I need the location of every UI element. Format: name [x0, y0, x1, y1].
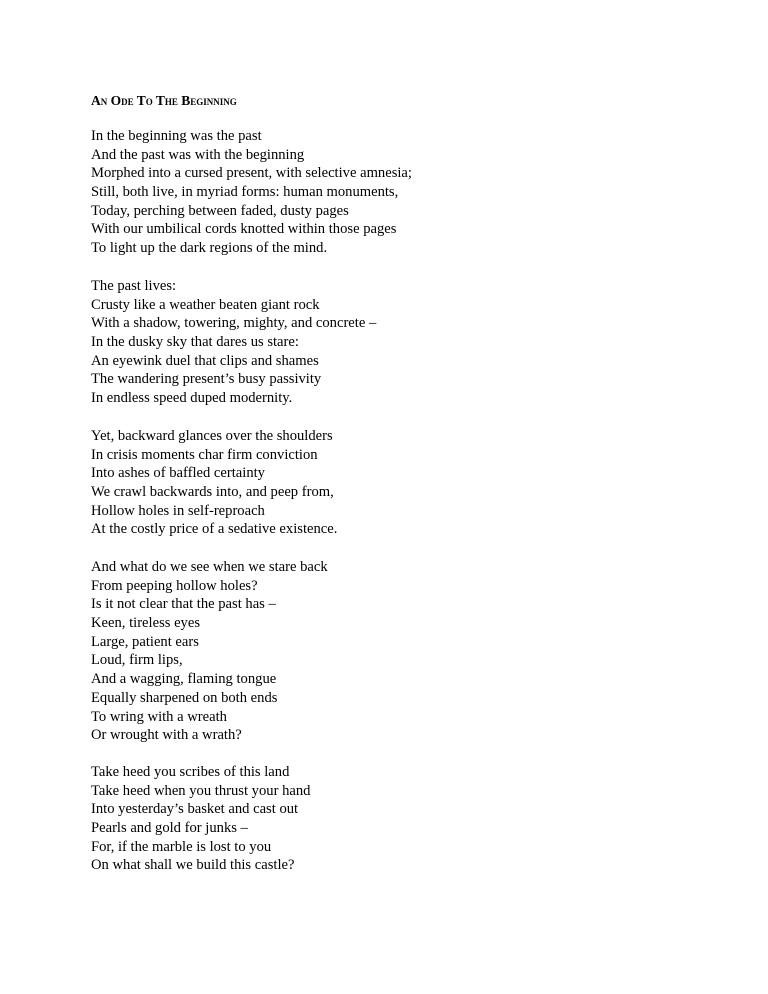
stanza-2: [91, 277, 376, 408]
poem-line: Large, patient ears: [91, 633, 199, 650]
poem-line: From peeping hollow holes?: [91, 577, 258, 594]
poem-line: An eyewink duel that clips and shames: [91, 352, 319, 369]
poem-line: Is it not clear that the past has –: [91, 596, 276, 613]
poem-line: And a wagging, flaming tongue: [91, 671, 277, 688]
poem-line: Take heed when you thrust your hand: [91, 782, 311, 799]
stanza-1: [91, 127, 412, 258]
poem-line: The wandering present’s busy passivity: [91, 371, 322, 388]
poem-line: To wring with a wreath: [91, 708, 227, 725]
poem-line: Into ashes of baffled certainty: [91, 465, 265, 482]
poem-line: With a shadow, towering, mighty, and concrete –: [91, 315, 377, 332]
stanza-4: [91, 558, 328, 745]
poem-line: Pearls and gold for junks –: [91, 820, 248, 837]
poem-line: For, if the marble is lost to you: [91, 838, 272, 855]
poem-line: In endless speed duped modernity.: [91, 390, 293, 407]
poem-line: Equally sharpened on both ends: [91, 689, 278, 706]
poem-line: Yet, backward glances over the shoulders: [91, 428, 333, 444]
poem-line: The past lives:: [91, 278, 177, 294]
poem-line: Take heed you scribes of this land: [91, 764, 290, 780]
poem-line: On what shall we build this castle?: [91, 857, 295, 874]
poem-line: And the past was with the beginning: [91, 146, 305, 163]
stanza-5: [91, 763, 310, 875]
poem-line: At the costly price of a sedative existence.: [91, 521, 338, 538]
poem-title: An Ode To The Beginning: [91, 93, 237, 108]
poem-line: Loud, firm lips,: [91, 652, 183, 669]
poem-line: Morphed into a cursed present, with selective amnesia;: [91, 165, 412, 182]
poem-line: Hollow holes in self-reproach: [91, 502, 265, 519]
poem-line: Crusty like a weather beaten giant rock: [91, 296, 320, 313]
poem-line: To light up the dark regions of the mind.: [91, 240, 328, 257]
poem-line: In the dusky sky that dares us stare:: [91, 334, 299, 351]
stanza-3: [91, 427, 337, 539]
poem-line: With our umbilical cords knotted within those pages: [91, 221, 397, 238]
poem-line: Keen, tireless eyes: [91, 615, 201, 632]
poem-line: In crisis moments char firm conviction: [91, 446, 318, 463]
poem-line: Today, perching between faded, dusty pages: [91, 202, 349, 219]
poem-line: Still, both live, in myriad forms: human monuments,: [91, 184, 399, 201]
poem-line: And what do we see when we stare back: [91, 559, 328, 575]
poem-line: Into yesterday’s basket and cast out: [91, 801, 299, 818]
poem-line: We crawl backwards into, and peep from,: [91, 484, 334, 501]
poem-line: Or wrought with a wrath?: [91, 727, 242, 744]
poem-line: In the beginning was the past: [91, 128, 262, 144]
